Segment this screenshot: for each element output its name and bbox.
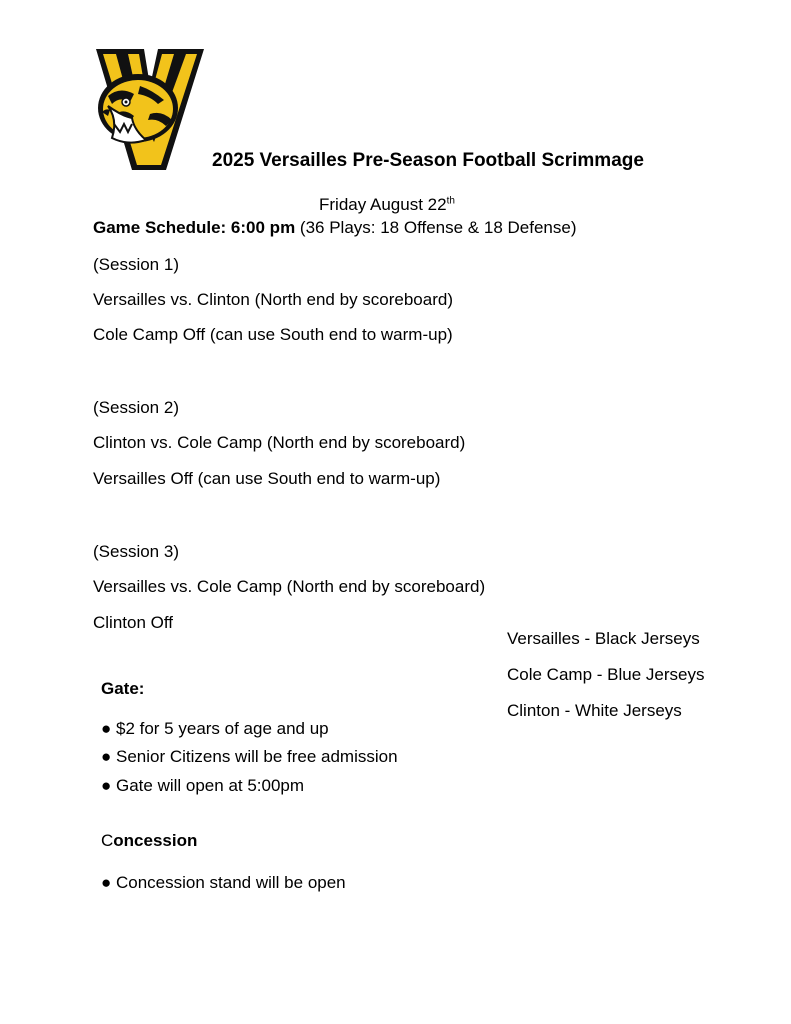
- gate-item-price: ● $2 for 5 years of age and up: [101, 719, 329, 738]
- session-2-match: Clinton vs. Cole Camp (North end by scoreboard): [93, 433, 466, 452]
- gate-item-open-time: ● Gate will open at 5:00pm: [101, 776, 305, 795]
- jersey-cole-camp: Cole Camp - Blue Jerseys: [507, 665, 705, 684]
- session-1-match: Versailles vs. Clinton (North end by scoreboard): [93, 290, 453, 309]
- jersey-versailles: Versailles - Black Jerseys: [507, 629, 700, 648]
- versailles-tiger-logo-icon: [94, 46, 206, 172]
- session-3-off: Clinton Off: [93, 613, 174, 632]
- concession-heading-first: C: [101, 831, 114, 850]
- gate-heading: Gate:: [101, 679, 145, 698]
- session-2-off: Versailles Off (can use South end to warm-up): [93, 469, 441, 488]
- game-schedule: [93, 217, 576, 239]
- game-schedule-detail: (36 Plays: 18 Offense & 18 Defense): [295, 218, 577, 237]
- session-2-label: (Session 2): [93, 398, 179, 417]
- session-1-label: (Session 1): [93, 255, 179, 274]
- concession-heading-rest: oncession: [113, 831, 198, 850]
- jersey-clinton: Clinton - White Jerseys: [507, 701, 682, 720]
- concession-item-open: ● Concession stand will be open: [101, 873, 346, 892]
- event-date-text: Friday August 22: [319, 195, 447, 214]
- event-date: [319, 194, 455, 216]
- game-schedule-label: Game Schedule: 6:00 pm: [93, 218, 296, 237]
- gate-item-seniors: ● Senior Citizens will be free admission: [101, 747, 398, 766]
- concession-heading: [101, 830, 197, 852]
- session-3-match: Versailles vs. Cole Camp (North end by scoreboard): [93, 577, 486, 596]
- event-date-suffix: th: [446, 195, 455, 207]
- session-3-label: (Session 3): [93, 542, 179, 561]
- session-1-off: Cole Camp Off (can use South end to warm-up): [93, 325, 453, 344]
- page-title: 2025 Versailles Pre-Season Football Scrimmage: [212, 150, 644, 171]
